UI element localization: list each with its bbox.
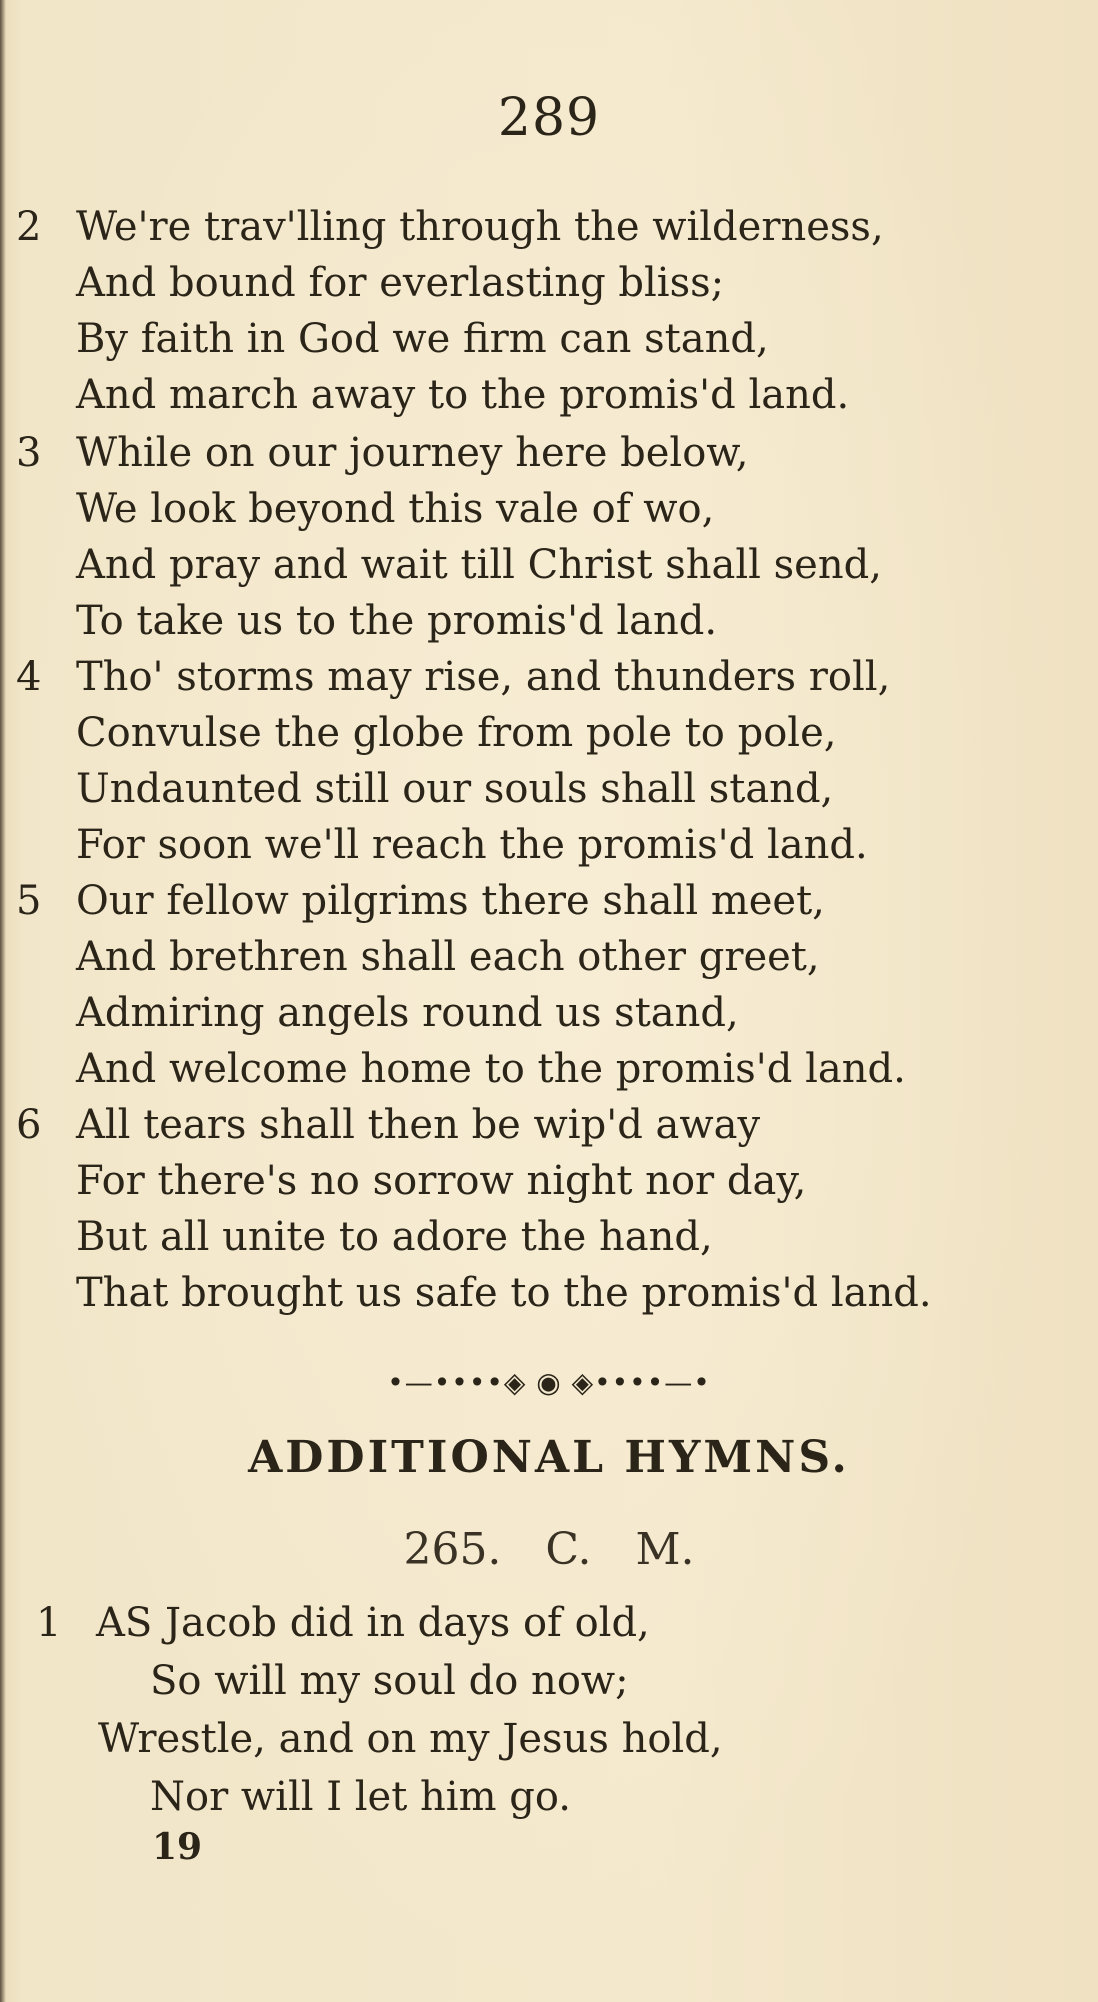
verse-line: To take us to the promis'd land. <box>76 598 718 644</box>
verse-line: That brought us safe to the promis'd land. <box>76 1270 932 1316</box>
verse-line: AS Jacob did in days of old, <box>96 1600 650 1646</box>
stanza-number: 3 <box>16 430 42 476</box>
verse-line: All tears shall then be wip'd away <box>76 1102 761 1148</box>
verse-line: So will my soul do now; <box>150 1658 629 1704</box>
stanza-number: 5 <box>16 878 42 924</box>
verse-line: But all unite to adore the hand, <box>76 1214 713 1260</box>
stanza-number: 2 <box>16 204 42 250</box>
verse-line: And pray and wait till Christ shall send, <box>76 542 882 588</box>
verse-line: Wrestle, and on my Jesus hold, <box>98 1716 723 1762</box>
verse-line: And welcome home to the promis'd land. <box>76 1046 906 1092</box>
stanza-number: 1 <box>36 1600 62 1646</box>
verse-line: And march away to the promis'd land. <box>76 372 850 418</box>
verse-line: Our fellow pilgrims there shall meet, <box>76 878 825 924</box>
verse-line: By faith in God we firm can stand, <box>76 316 769 362</box>
verse-line: For there's no sorrow night nor day, <box>76 1158 807 1204</box>
verse-line: Admiring angels round us stand, <box>76 990 739 1036</box>
page-gutter <box>0 0 6 2002</box>
hymn-header: 265. C. M. <box>403 1524 695 1575</box>
decorative-divider: •—••••◈ ◉ ◈••••—• <box>387 1366 711 1399</box>
verse-line: And brethren shall each other greet, <box>76 934 820 980</box>
verse-line: While on our journey here below, <box>76 430 749 476</box>
verse-line: Undaunted still our souls shall stand, <box>76 766 834 812</box>
verse-line: Nor will I let him go. <box>150 1774 571 1820</box>
page-number: 289 <box>497 88 601 148</box>
verse-line: And bound for everlasting bliss; <box>76 260 725 306</box>
verse-line: We're trav'lling through the wilderness, <box>76 204 884 250</box>
signature-mark: 19 <box>152 1826 203 1868</box>
section-title: ADDITIONAL HYMNS. <box>248 1432 850 1483</box>
verse-line: We look beyond this vale of wo, <box>76 486 715 532</box>
verse-line: Convulse the globe from pole to pole, <box>76 710 837 756</box>
stanza-number: 4 <box>16 654 42 700</box>
verse-line: For soon we'll reach the promis'd land. <box>76 822 868 868</box>
stanza-number: 6 <box>16 1102 42 1148</box>
verse-line: Tho' storms may rise, and thunders roll, <box>76 654 891 700</box>
